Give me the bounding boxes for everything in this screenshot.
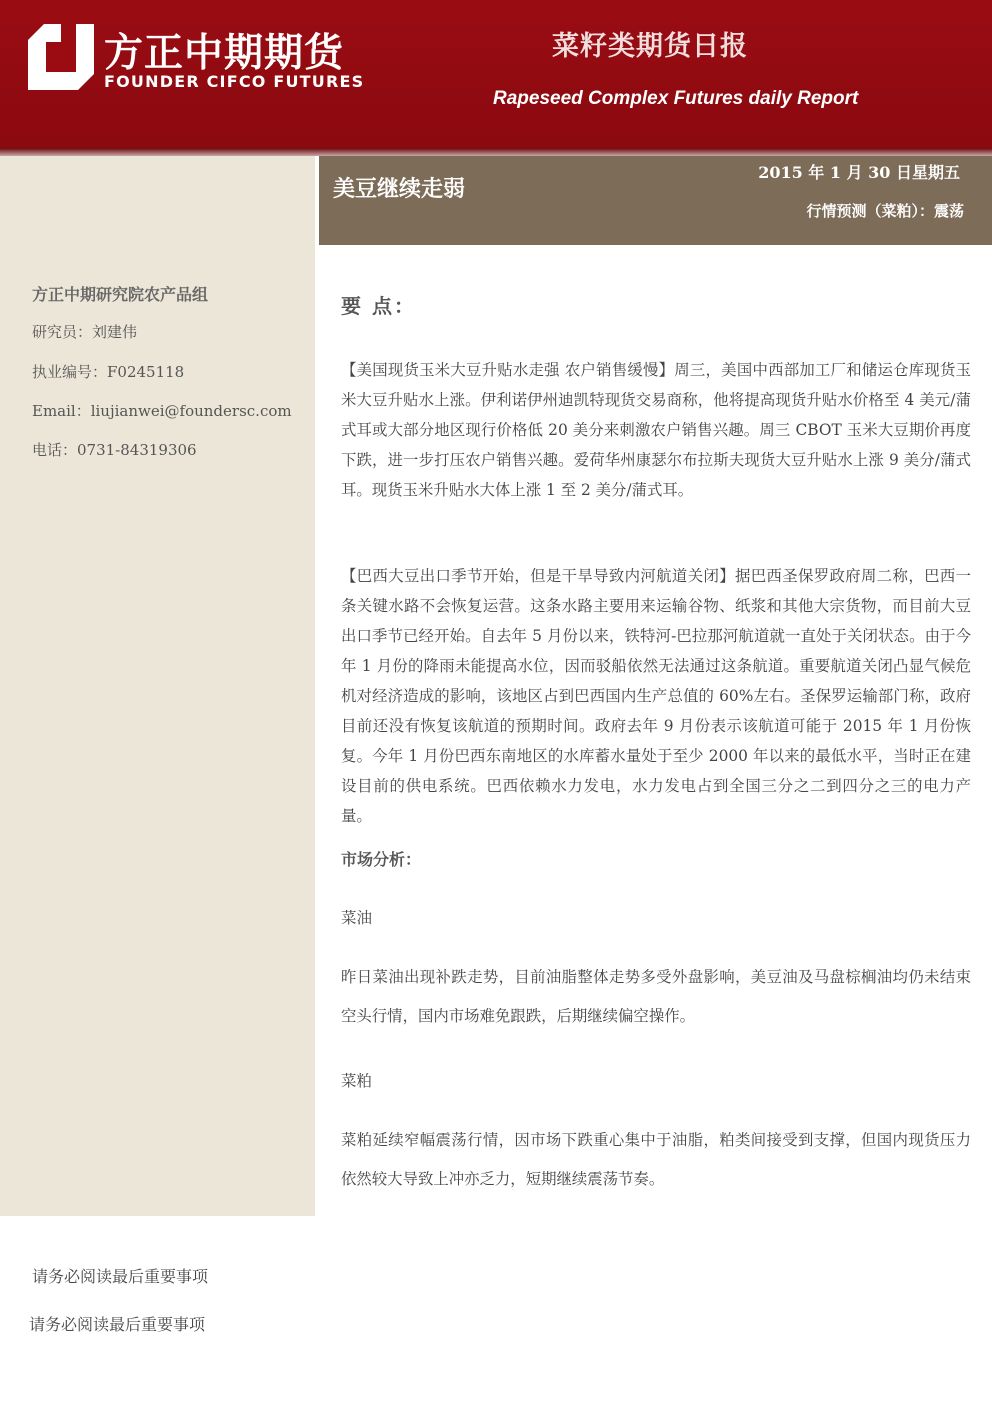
disclaimer-notice: 请务必阅读最后重要事项	[32, 1267, 209, 1286]
report-date: 2015 年 1 月 30 日星期五	[758, 163, 960, 182]
headline: 美豆继续走弱	[333, 177, 466, 202]
report-title-en: Rapeseed Complex Futures daily Report	[493, 88, 859, 109]
market-forecast: 行情预测（菜粕）：震荡	[806, 202, 964, 220]
founder-logo-icon	[28, 24, 94, 90]
title-band	[319, 156, 992, 245]
rapeseed-meal-analysis: 菜粕延续窄幅震荡行情，因市场下跌重心集中于油脂，粕类间接受到支撑，但国内现货压力依然较大导致上冲亦乏力，短期继续震荡节奏。	[341, 1131, 971, 1188]
market-analysis-heading: 市场分析：	[341, 850, 422, 869]
report-title-cn: 菜籽类期货日报	[552, 31, 748, 62]
rapeseed-oil-heading: 菜油	[341, 909, 373, 927]
rapeseed-oil-analysis: 昨日菜油出现补跌走势，目前油脂整体走势多受外盘影响，美豆油及马盘棕榈油均仍未结束空头行情，国内市场难免跟跌，后期继续偏空操作。	[341, 968, 971, 1025]
company-name-en: FOUNDER CIFCO FUTURES	[104, 72, 365, 91]
phone-number: 电话：0731-84319306	[32, 441, 197, 459]
researcher-name: 研究员：刘建伟	[32, 323, 138, 341]
research-group: 方正中期研究院农产品组	[32, 285, 209, 304]
header-divider	[0, 148, 992, 156]
keypoints-heading: 要 点：	[341, 294, 416, 318]
rapeseed-meal-heading: 菜粕	[341, 1072, 373, 1090]
disclaimer-notice: 请务必阅读最后重要事项	[29, 1315, 206, 1334]
sidebar	[0, 156, 315, 1216]
news-paragraph-us: 【美国现货玉米大豆升贴水走强 农户销售缓慢】周三，美国中西部加工厂和储运仓库现货玉米大豆升贴水上涨。伊利诺伊州迪凯特现货交易商称，他将提高现货升贴水价格至 4 美元/蒲式耳或大部分地区现行价格低 20 美分来刺激农户销售兴趣。周三 CBOT 玉米大豆期价再度下跌，进一步打压农户销售兴趣。爱荷华州康瑟尔布拉斯夫现货大豆升贴水上涨 9 美分/蒲式耳。现货玉米升贴水大体上涨 1 至 2 美分/蒲式耳。	[341, 361, 971, 499]
license-number: 执业编号：F0245118	[32, 363, 185, 381]
company-name-cn: 方正中期期货	[104, 31, 345, 76]
report-header	[0, 0, 992, 150]
email-link[interactable]: Email：liujianwei@foundersc.com	[32, 402, 292, 420]
news-paragraph-brazil: 【巴西大豆出口季节开始，但是干旱导致内河航道关闭】据巴西圣保罗政府周二称，巴西一条关键水路不会恢复运营。这条水路主要用来运输谷物、纸浆和其他大宗货物，而目前大豆出口季节已经开始。自去年 5 月份以来，铁特河-巴拉那河航道就一直处于关闭状态。由于今年 1 月份的降雨未能提高水位，因而驳船依然无法通过这条航道。重要航道关闭凸显气候危机对经济造成的影响，该地区占到巴西国内生产总值的 60%左右。圣保罗运输部门称，政府目前还没有恢复该航道的预期时间。政府去年 9 月份表示该航道可能于 2015 年 1 月份恢复。今年 1 月份巴西东南地区的水库蓄水量处于至少 2000 年以来的最低水平，当时正在建设目前的供电系统。巴西依赖水力发电，水力发电占到全国三分之二到四分之三的电力产量。	[341, 567, 971, 825]
